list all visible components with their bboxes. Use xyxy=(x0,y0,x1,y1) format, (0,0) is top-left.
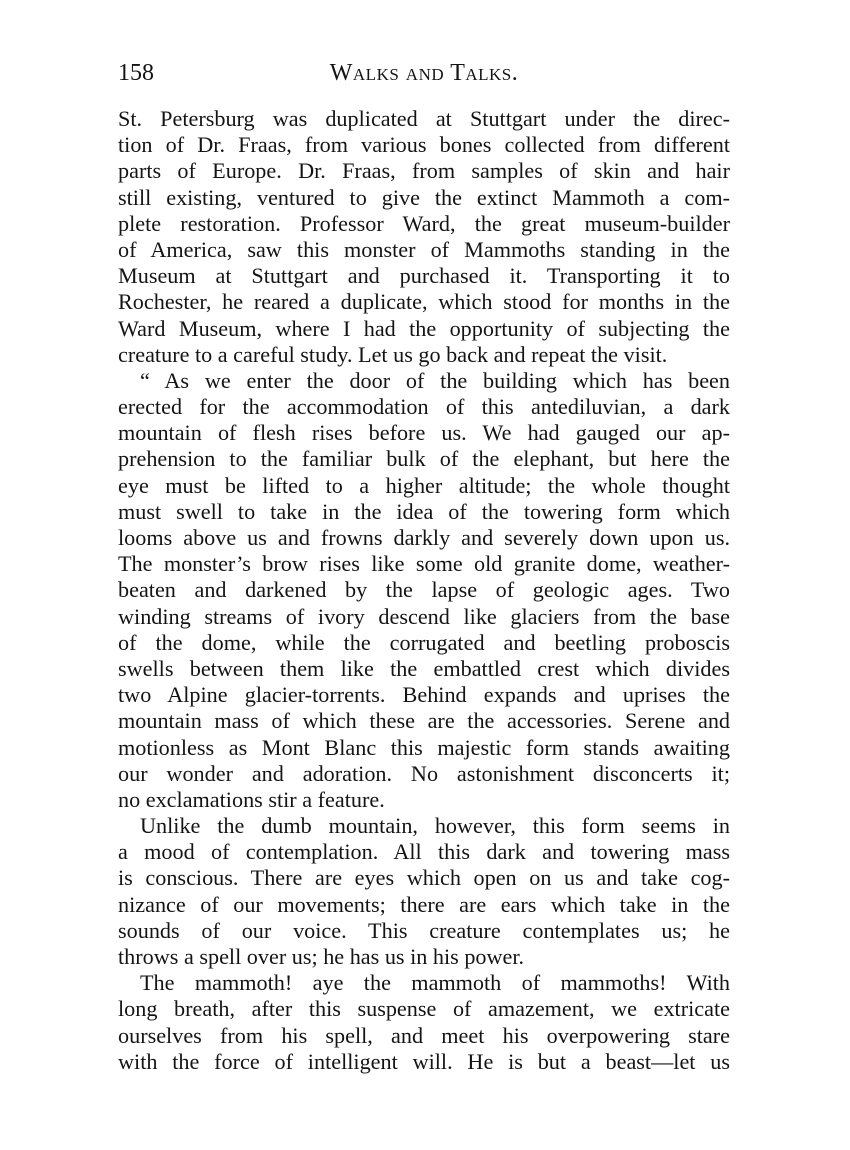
text-line: Museum at Stuttgart and purchased it. Transporting it to xyxy=(118,263,730,289)
text-line: mountain mass of which these are the accessories. Serene and xyxy=(118,708,730,734)
paragraph xyxy=(118,368,730,813)
page-number: 158 xyxy=(118,60,154,86)
paragraph xyxy=(118,970,730,1075)
text-line: looms above us and frowns darkly and severely down upon us. xyxy=(118,525,730,550)
body-text xyxy=(118,106,730,1075)
text-line: tion of Dr. Fraas, from various bones collected from different xyxy=(118,132,730,158)
text-line: Ward Museum, where I had the opportunity of subjecting the xyxy=(118,315,730,341)
running-head: Walks and Talks. xyxy=(329,60,519,86)
text-line: ourselves from his spell, and meet his overpowering stare xyxy=(118,1022,730,1048)
text-line: plete restoration. Professor Ward, the great museum-builder xyxy=(118,210,730,236)
text-line: beaten and darkened by the lapse of geologic ages. Two xyxy=(118,577,730,603)
text-line: prehension to the familiar bulk of the elephant, but here the xyxy=(118,446,730,472)
text-line: must swell to take in the idea of the towering form which xyxy=(118,498,730,524)
text-line: creature to a careful study. Let us go back and repeat the visit. xyxy=(118,341,668,367)
text-line: nizance of our movements; there are ears which take in the xyxy=(118,891,730,917)
text-line: parts of Europe. Dr. Fraas, from samples of skin and hair xyxy=(118,158,730,184)
text-line: winding streams of ivory descend like glaciers from the base xyxy=(118,603,730,629)
text-line: with the force of intelligent will. He is but a beast—let us xyxy=(118,1048,730,1074)
text-line: The monster’s brow rises like some old granite dome, weather- xyxy=(118,551,730,577)
text-line: a mood of contemplation. All this dark and towering mass xyxy=(118,839,730,865)
text-line: still existing, ventured to give the extinct Mammoth a com- xyxy=(118,184,730,210)
text-line: “ As we enter the door of the building which has been xyxy=(140,367,730,393)
text-line: our wonder and adoration. No astonishment disconcerts it; xyxy=(118,760,730,786)
text-line: of the dome, while the corrugated and beetling proboscis xyxy=(118,629,730,655)
text-line: no exclamations stir a feature. xyxy=(118,786,385,812)
text-line: mountain of flesh rises before us. We had gauged our ap- xyxy=(118,420,730,446)
text-line: of America, saw this monster of Mammoths standing in the xyxy=(118,236,730,262)
text-line: The mammoth! aye the mammoth of mammoths! With xyxy=(140,970,730,996)
paragraph xyxy=(118,106,730,368)
text-line: two Alpine glacier-torrents. Behind expands and uprises the xyxy=(118,682,730,708)
text-line: erected for the accommodation of this antediluvian, a dark xyxy=(118,394,730,420)
text-line: eye must be lifted to a higher altitude; the whole thought xyxy=(118,472,730,498)
text-line: is conscious. There are eyes which open on us and take cog- xyxy=(118,865,730,891)
text-line: St. Petersburg was duplicated at Stuttgart under the direc- xyxy=(118,106,730,131)
text-line: long breath, after this suspense of amazement, we extricate xyxy=(118,996,730,1022)
text-line: Unlike the dumb mountain, however, this form seems in xyxy=(140,813,730,839)
text-line: throws a spell over us; he has us in his power. xyxy=(118,944,525,969)
text-line: sounds of our voice. This creature contemplates us; he xyxy=(118,917,730,943)
book-page xyxy=(118,58,730,1075)
paragraph xyxy=(118,813,730,970)
page-header xyxy=(118,58,730,94)
text-line: swells between them like the embattled crest which divides xyxy=(118,655,730,681)
text-line: Rochester, he reared a duplicate, which stood for months in the xyxy=(118,289,730,315)
text-line: motionless as Mont Blanc this majestic form stands awaiting xyxy=(118,734,730,760)
